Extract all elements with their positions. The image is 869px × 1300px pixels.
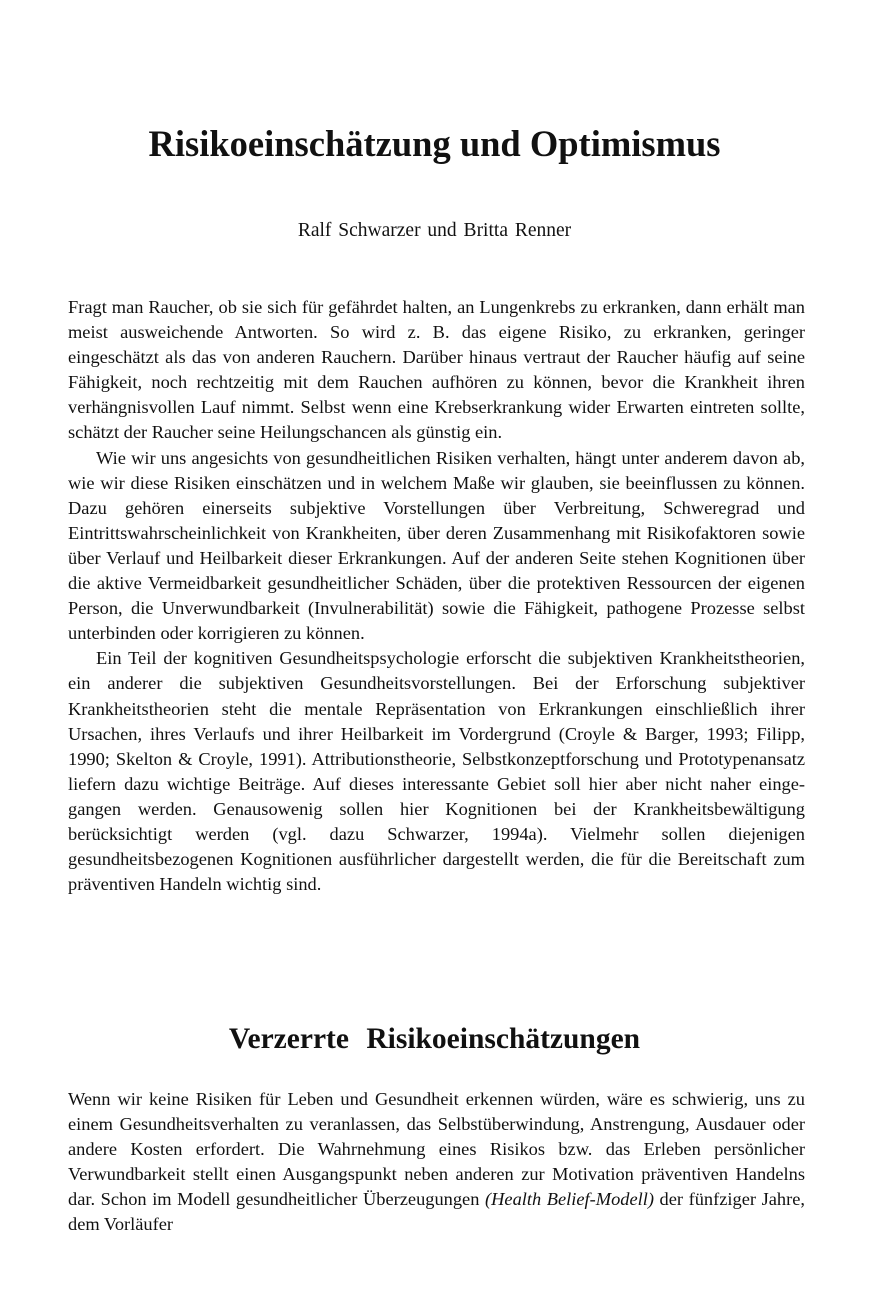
intro-paragraph-3: Ein Teil der kognitiven Gesundheitspsychologie erforscht die subjektiven Krankheitstheorien, ein anderer die subjektiven Gesundheitsvorstellungen. Bei der Erforschung subjektiver Krankheitstheorien steht die mentale Repräsentation von Erkrankungen einschließlich ihrer Ursachen, ihres Verlaufs und ihrer Heilbarkeit im Vordergrund (Croyle & Barger, 1993; Filipp, 1990; Skelton & Croyle, 1991). Attributionstheorie, Selbstkonzeptforschung und Prototypenansatz liefern dazu wichtige Beiträge. Auf dieses interessante Gebiet soll hier aber nicht naher eingegangen werden. Genausowenig sollen hier Kognitionen bei der Krankheitsbewältigung berücksichtigt werden (vgl. dazu Schwarzer, 1994a). Vielmehr sollen diejenigen gesundheitsbezogenen Kognitionen ausführlicher dargestellt werden, die für die Bereitschaft zum präventiven Handeln wichtig sind. (68, 648, 805, 895)
intro-paragraph-2: Wie wir uns angesichts von gesundheitlichen Risiken verhalten, hängt unter anderem davon ab, wie wir diese Risiken einschätzen und in welchem Maße wir glauben, sie beeinflussen zu können. Dazu gehören einerseits subjektive Vorstellungen über Verbreitung, Schweregrad und Eintrittswahrscheinlichkeit von Krankheiten, über deren Zusammenhang mit Risikofaktoren sowie über Verlauf und Heilbarkeit dieser Erkrankungen. Auf der anderen Seite stehen Kognitionen über die aktive Vermeidbarkeit gesundheitlicher Schäden, über die protektiven Ressourcen der eigenen Person, die Unverwundbarkeit (Invulnerabilität) sowie die Fähigkeit, pathogene Prozesse selbst unterbinden oder korrigieren zu können. (68, 447, 805, 644)
article-authors: Ralf Schwarzer und Britta Renner (297, 220, 572, 241)
section-body (68, 1087, 805, 1238)
section-italic-term: (Health Belief-Modell) (485, 1189, 654, 1210)
intro-section (68, 295, 805, 897)
section-text-after-italic: der fünfziger Jahre, dem Vorläufer (68, 1189, 805, 1235)
section-paragraph-1 (68, 1087, 805, 1238)
article-title: Risikoeinschätzung und Optimismus (148, 123, 721, 164)
section-heading: Verzerrte Risikoeinschätzungen (228, 1023, 641, 1055)
intro-paragraph-1: Fragt man Raucher, ob sie sich für gefährdet halten, an Lungenkrebs zu erkranken, dann erhält man meist ausweichende Antworten. So wird z. B. das eigene Risiko, zu erkranken, geringer eingeschätzt als das von anderen Rauchern. Darüber hinaus vertraut der Raucher häufig auf seine Fähigkeit, noch rechtzeitig mit dem Rauchen aufhören zu können, bevor die Krankheit ihren verhängnisvollen Lauf nimmt. Selbst wenn eine Krebserkrankung wider Erwarten eintreten sollte, schätzt der Raucher seine Heilungschancen als günstig ein. (68, 297, 805, 443)
section-text-before-italic: Wenn wir keine Risiken für Leben und Gesundheit erkennen würden, wäre es schwierig, uns zu einem Gesundheitsverhalten zu veranlassen, das Selbstüberwindung, Anstrengung, Ausdauer oder andere Kosten erfordert. Die Wahrnehmung eines Risikos bzw. das Erleben persönlicher Verwundbarkeit stellt einen Ausgangspunkt neben anderen zur Motivation präventiven Handelns dar. Schon im Modell gesundheitlicher Überzeugungen (68, 1089, 805, 1210)
